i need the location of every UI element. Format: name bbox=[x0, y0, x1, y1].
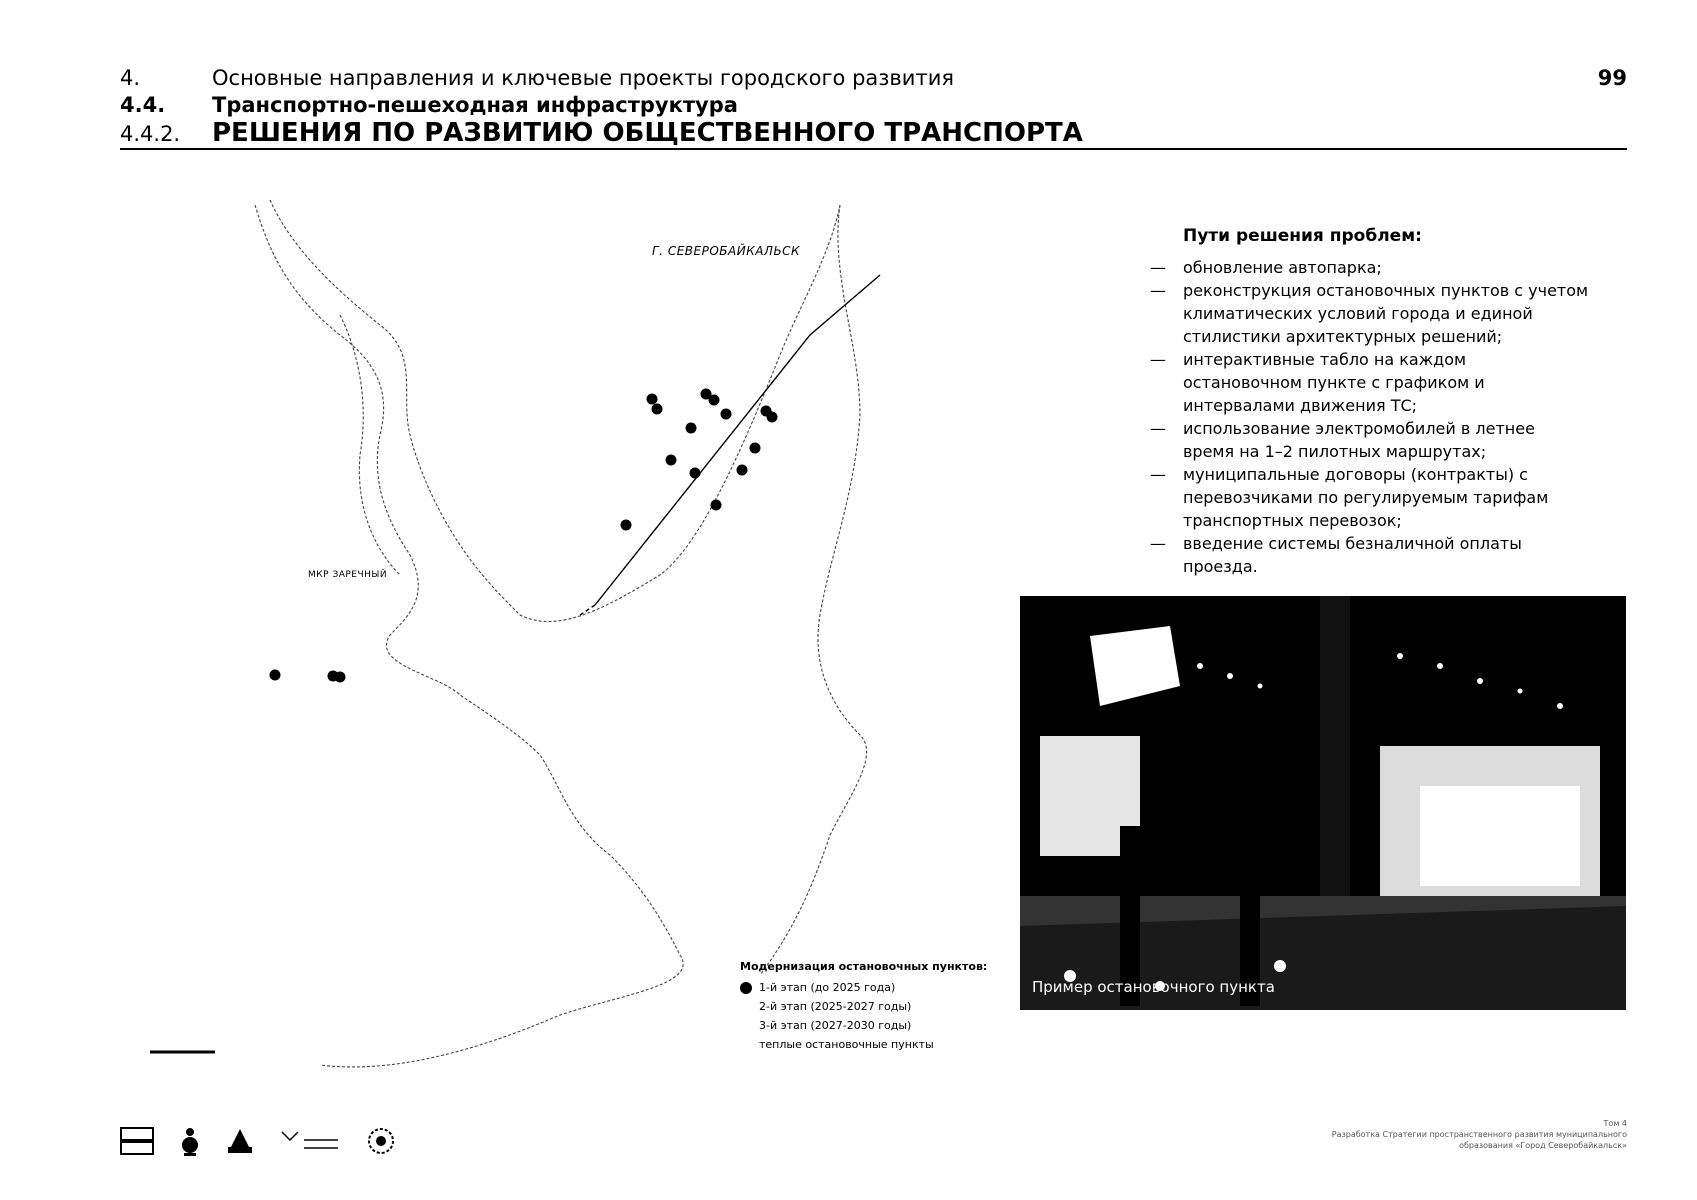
kartfond-logo bbox=[280, 1128, 340, 1157]
list-item: — муниципальные договоры (контракты) с перевозчиками по регулируемым тарифам транспортных перевозок; bbox=[1150, 465, 1549, 530]
section-number: 4. bbox=[120, 66, 141, 90]
bus-stop-marker bbox=[647, 394, 658, 405]
filled-dot-icon bbox=[740, 982, 752, 994]
river-bank-west bbox=[255, 205, 683, 1067]
river-bank-east bbox=[270, 200, 840, 621]
district-label: МКР ЗАРЕЧНЫЙ bbox=[308, 570, 388, 580]
bus-stop-marker bbox=[652, 404, 663, 415]
bus-stop-marker bbox=[621, 520, 632, 531]
section-title: Основные направления и ключевые проекты городского развития bbox=[212, 66, 954, 90]
bus-stop-photo bbox=[1020, 596, 1626, 1010]
legend-title: Модернизация остановочных пунктов: bbox=[740, 960, 988, 973]
river-channel bbox=[340, 315, 400, 575]
bus-stop-marker bbox=[686, 423, 697, 434]
stop-markers bbox=[270, 389, 778, 683]
lake-shore bbox=[760, 205, 867, 975]
list-item: — использование электромобилей в летнее время на 1–2 пилотных маршрутах; bbox=[1150, 419, 1535, 461]
footer-caption: Том 4 Разработка Стратегии пространственного развития муниципального образования «Город Северобайкальск» bbox=[1331, 1119, 1627, 1150]
bus-stop-marker bbox=[709, 395, 720, 406]
legend-item bbox=[740, 997, 987, 1016]
section-heading-level3 bbox=[120, 118, 1083, 148]
section-heading-level1 bbox=[120, 66, 954, 90]
footer-logos bbox=[120, 1126, 396, 1159]
solutions-title: Пути решения проблем: bbox=[1183, 226, 1422, 246]
bus-stop-marker bbox=[737, 465, 748, 476]
legend-item bbox=[740, 1035, 987, 1054]
legend-label: 3-й этап (2027-2030 годы) bbox=[759, 1019, 912, 1032]
section-heading-level2 bbox=[120, 93, 738, 117]
bus-stop-marker bbox=[711, 500, 722, 511]
section-number: 4.4. bbox=[120, 93, 166, 117]
list-item: — реконструкция остановочных пунктов с учетом климатических условий города и единой стилистики архитектурных решений; bbox=[1150, 281, 1589, 346]
list-item: — интерактивные табло на каждом остановочном пункте с графиком и интервалами движения ТС; bbox=[1150, 350, 1485, 415]
bus-stop-marker bbox=[721, 409, 732, 420]
legend-item bbox=[740, 978, 987, 997]
photo-caption: Пример остановочного пункта bbox=[1032, 978, 1275, 996]
solutions-list bbox=[1150, 256, 1590, 578]
moscow-emblem-icon bbox=[366, 1126, 396, 1159]
bus-stop-marker bbox=[690, 468, 701, 479]
railway-line bbox=[595, 275, 880, 605]
legend-label: 1-й этап (до 2025 года) bbox=[759, 981, 896, 994]
section-number: 4.4.2. bbox=[120, 122, 181, 146]
section-title: РЕШЕНИЯ ПО РАЗВИТИЮ ОБЩЕСТВЕННОГО ТРАНСПОРТА bbox=[212, 118, 1083, 148]
map-legend bbox=[740, 960, 987, 1054]
blank-marker bbox=[740, 1039, 752, 1051]
legend-label: теплые остановочные пункты bbox=[759, 1038, 934, 1051]
legend-label: 2-й этап (2025-2027 годы) bbox=[759, 1000, 912, 1013]
legend-item bbox=[740, 1016, 987, 1035]
bus-stop-marker bbox=[767, 412, 778, 423]
bus-stop-marker bbox=[750, 443, 761, 454]
page-number: 99 bbox=[1597, 66, 1627, 90]
list-item: — введение системы безналичной оплаты проезда. bbox=[1150, 534, 1522, 576]
bus-stop-marker bbox=[335, 672, 346, 683]
city-label: Г. СЕВЕРОБАЙКАЛЬСК bbox=[652, 244, 801, 258]
header-divider bbox=[120, 148, 1627, 150]
transit-map bbox=[140, 195, 990, 1075]
list-item: — обновление автопарка; bbox=[1150, 258, 1382, 277]
city-emblem-icon bbox=[226, 1127, 254, 1158]
buryatia-emblem-icon bbox=[180, 1126, 200, 1159]
domrf-logo bbox=[120, 1127, 154, 1158]
section-title: Транспортно-пешеходная инфраструктура bbox=[212, 93, 738, 117]
bus-stop-marker bbox=[666, 455, 677, 466]
bus-stop-marker bbox=[270, 670, 281, 681]
photo-image bbox=[1020, 596, 1626, 1010]
blank-marker bbox=[740, 1020, 752, 1032]
blank-marker bbox=[740, 1001, 752, 1013]
